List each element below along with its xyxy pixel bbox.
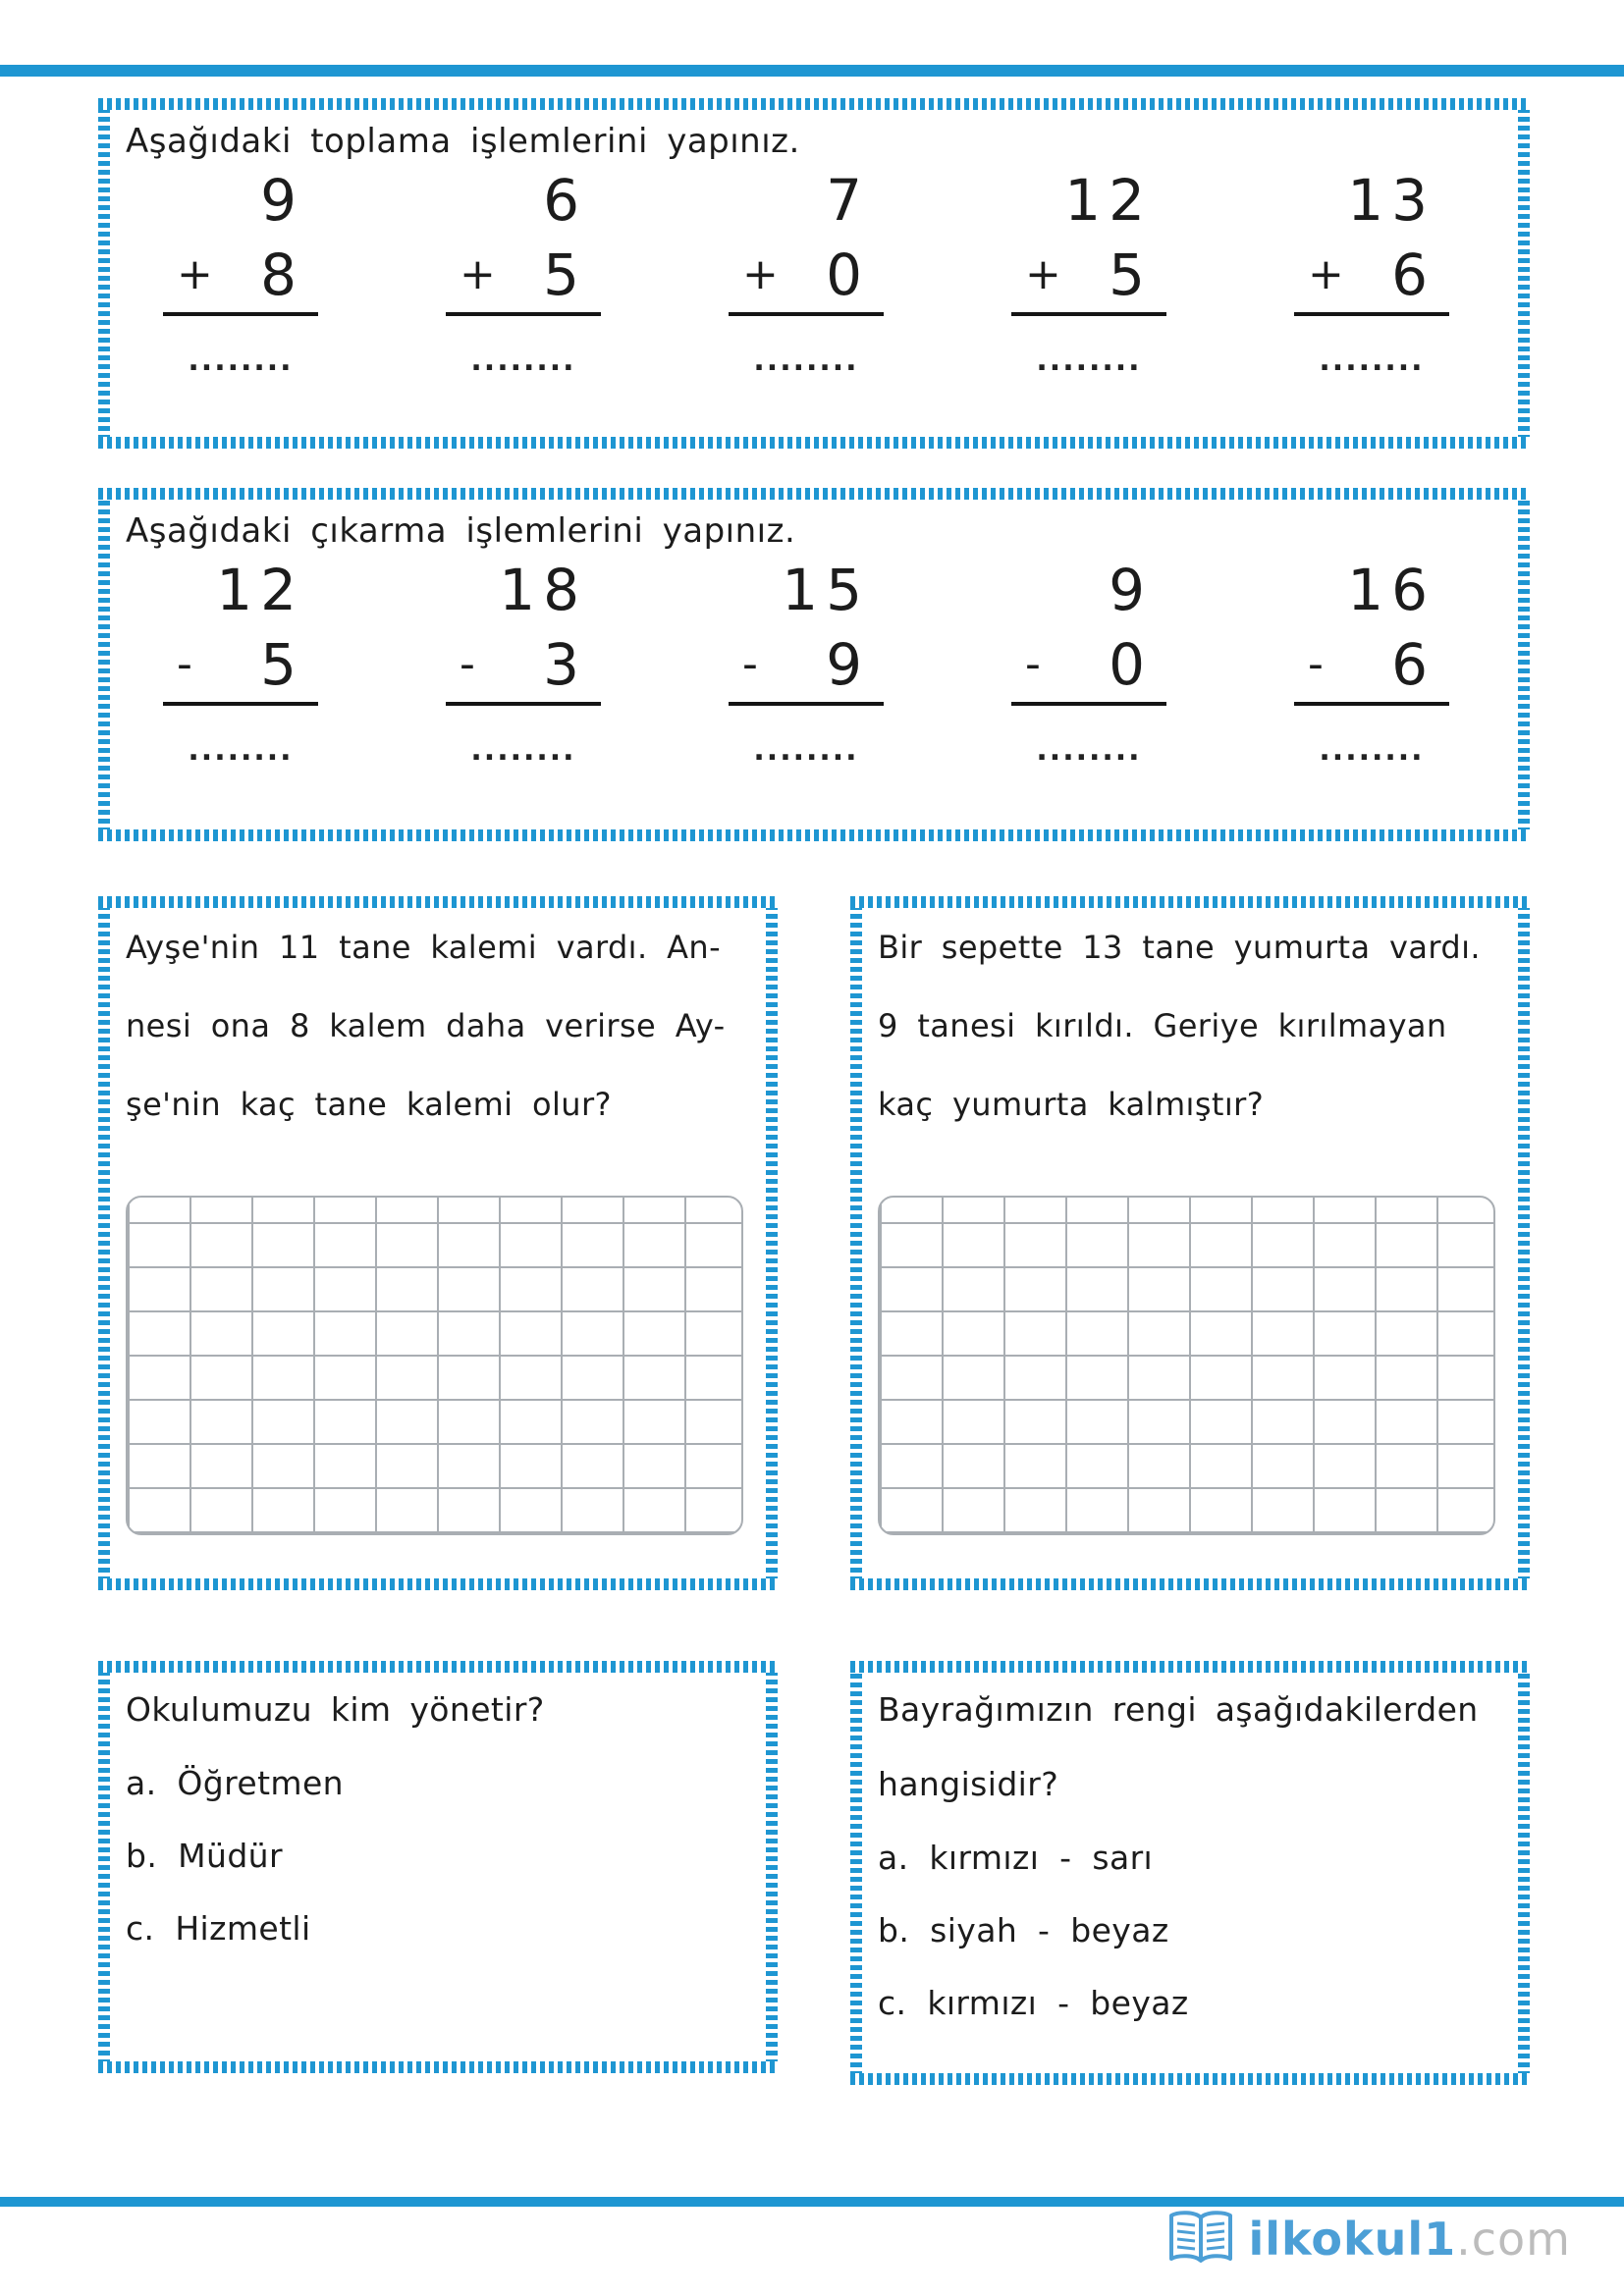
minus-operator: - xyxy=(1025,639,1041,689)
addend-top: 7 xyxy=(826,167,870,234)
plus-operator: + xyxy=(1025,249,1061,299)
logo-name: ilkokul1 xyxy=(1248,2213,1457,2266)
word-problem-text xyxy=(878,908,1502,1144)
addend-bottom: 6 xyxy=(1391,241,1435,308)
bottom-accent-bar xyxy=(0,2197,1624,2207)
operation-row xyxy=(446,631,601,706)
subtraction-problem-2 xyxy=(446,557,626,768)
subtraction-problem-1 xyxy=(163,557,344,768)
minuend: 12 xyxy=(216,557,304,623)
working-grid xyxy=(878,1196,1495,1535)
operation-row xyxy=(163,631,318,706)
addition-problem-5 xyxy=(1294,167,1475,378)
operation-row xyxy=(1011,241,1166,316)
logo-suffix: .com xyxy=(1456,2213,1571,2266)
option-a: a. Öğretmen xyxy=(126,1764,344,1802)
minus-operator: - xyxy=(177,639,192,689)
answer-dots: ........ xyxy=(753,344,859,378)
minuend: 15 xyxy=(782,557,870,623)
option-c: c. kırmızı - beyaz xyxy=(878,1984,1189,2022)
operation-row xyxy=(729,631,884,706)
story-line: 9 tanesi kırıldı. Geriye kırılmayan xyxy=(878,1007,1447,1044)
working-grid xyxy=(126,1196,743,1535)
answer-dots: ........ xyxy=(1036,733,1142,768)
addition-section-title: Aşağıdaki toplama işlemlerini yapınız. xyxy=(126,122,800,161)
question-line: Okulumuzu kim yönetir? xyxy=(126,1690,545,1729)
option-b: b. Müdür xyxy=(126,1837,283,1875)
subtraction-section xyxy=(98,488,1530,841)
addition-problems-row xyxy=(98,163,1530,378)
addition-problem-2 xyxy=(446,167,626,378)
question-line: hangisidir? xyxy=(878,1765,1059,1803)
operation-row xyxy=(446,241,601,316)
quiz-options xyxy=(126,1747,778,1965)
minus-operator: - xyxy=(742,639,758,689)
story-line: kaç yumurta kalmıştır? xyxy=(878,1086,1265,1123)
subtraction-problem-4 xyxy=(1011,557,1192,768)
subtrahend: 0 xyxy=(1109,631,1153,698)
answer-dots: ........ xyxy=(188,344,294,378)
plus-operator: + xyxy=(460,249,496,299)
option-b: b. siyah - beyaz xyxy=(878,1911,1169,1949)
subtraction-section-title: Aşağıdaki çıkarma işlemlerini yapınız. xyxy=(126,511,796,551)
top-accent-bar xyxy=(0,65,1624,77)
open-book-icon xyxy=(1166,2209,1235,2269)
subtraction-problems-row xyxy=(98,553,1530,768)
addend-bottom: 5 xyxy=(1109,241,1153,308)
operation-row xyxy=(1294,631,1449,706)
addend-top: 9 xyxy=(260,167,304,234)
quiz-question xyxy=(126,1673,778,1747)
plus-operator: + xyxy=(742,249,779,299)
addition-section xyxy=(98,98,1530,449)
subtrahend: 6 xyxy=(1391,631,1435,698)
quiz-options xyxy=(878,1822,1530,2040)
story-line: Bir sepette 13 tane yumurta vardı. xyxy=(878,929,1481,966)
addition-problem-4 xyxy=(1011,167,1192,378)
option-a: a. kırmızı - sarı xyxy=(878,1839,1154,1877)
quiz-school-manager xyxy=(98,1661,778,2073)
subtrahend: 5 xyxy=(260,631,304,698)
minuend: 16 xyxy=(1347,557,1435,623)
answer-dots: ........ xyxy=(1036,344,1142,378)
site-logo xyxy=(1166,2209,1571,2269)
plus-operator: + xyxy=(177,249,213,299)
logo-wordmark xyxy=(1249,2213,1571,2266)
addend-bottom: 0 xyxy=(826,241,870,308)
addition-problem-3 xyxy=(729,167,909,378)
operation-row xyxy=(1011,631,1166,706)
addend-top: 13 xyxy=(1347,167,1435,234)
addend-top: 6 xyxy=(543,167,587,234)
answer-dots: ........ xyxy=(1319,733,1425,768)
addend-bottom: 5 xyxy=(543,241,587,308)
subtrahend: 9 xyxy=(826,631,870,698)
operation-row xyxy=(163,241,318,316)
story-line: nesi ona 8 kalem daha verirse Ay- xyxy=(126,1007,726,1044)
answer-dots: ........ xyxy=(188,733,294,768)
answer-dots: ........ xyxy=(753,733,859,768)
addition-problem-1 xyxy=(163,167,344,378)
word-problem-eggs xyxy=(850,896,1530,1590)
minuend: 9 xyxy=(1109,557,1153,623)
quiz-flag-colors xyxy=(850,1661,1530,2085)
subtraction-problem-5 xyxy=(1294,557,1475,768)
minuend: 18 xyxy=(499,557,587,623)
subtraction-problem-3 xyxy=(729,557,909,768)
addend-top: 12 xyxy=(1064,167,1153,234)
answer-dots: ........ xyxy=(470,733,576,768)
option-c: c. Hizmetli xyxy=(126,1909,311,1948)
quiz-question xyxy=(878,1673,1530,1822)
minus-operator: - xyxy=(460,639,475,689)
story-line: Ayşe'nin 11 tane kalemi vardı. An- xyxy=(126,929,722,966)
subtrahend: 3 xyxy=(543,631,587,698)
answer-dots: ........ xyxy=(1319,344,1425,378)
question-line: Bayrağımızın rengi aşağıdakilerden xyxy=(878,1690,1479,1729)
word-problem-text xyxy=(126,908,750,1144)
story-line: şe'nin kaç tane kalemi olur? xyxy=(126,1086,612,1123)
minus-operator: - xyxy=(1308,639,1324,689)
operation-row xyxy=(1294,241,1449,316)
word-problem-pencils xyxy=(98,896,778,1590)
operation-row xyxy=(729,241,884,316)
addend-bottom: 8 xyxy=(260,241,304,308)
answer-dots: ........ xyxy=(470,344,576,378)
plus-operator: + xyxy=(1308,249,1344,299)
